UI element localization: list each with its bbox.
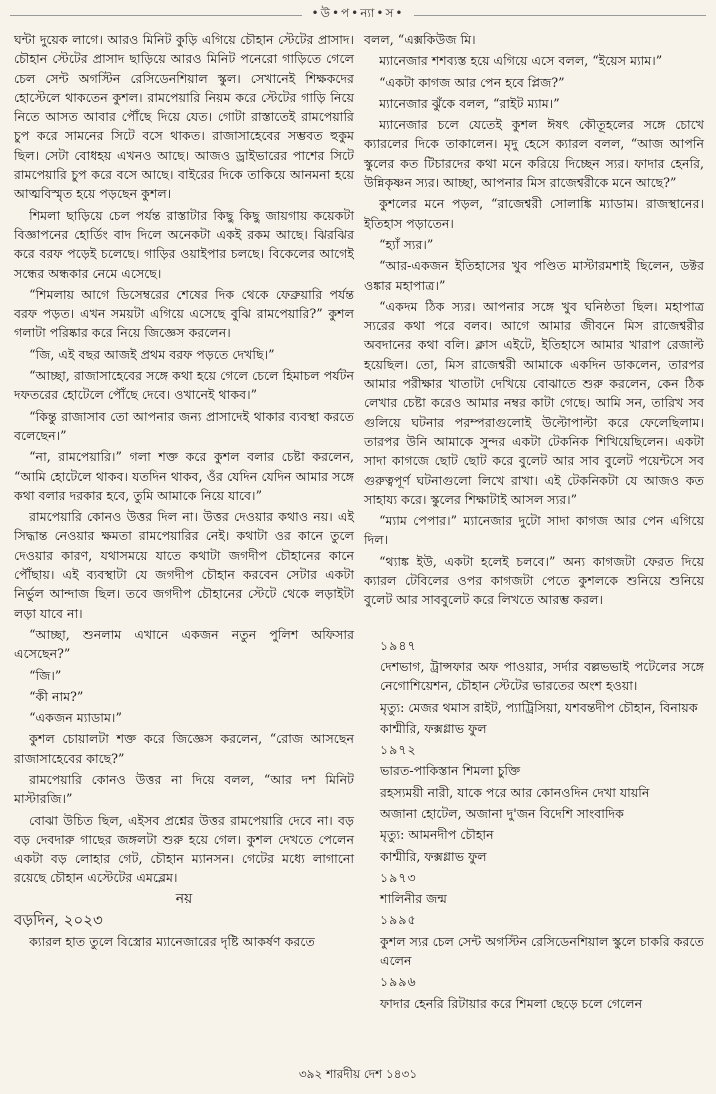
paragraph: কুশলের মনে পড়ল, “রাজেশ্বরী সোলাঙ্কি ম্যাডাম। রাজস্থানের। ইতিহাস পড়াতেন। bbox=[364, 196, 704, 231]
chapter-number: নয় bbox=[175, 890, 193, 907]
paragraph: ম্যানেজার ঝুঁকে বলল, “রাইট ম্যাম।” bbox=[379, 95, 560, 111]
paragraph: “জি।” bbox=[29, 667, 62, 683]
paragraph: কুশল চোয়ালটা শক্ত করে জিজ্ঞেস করলেন, “রোজ আসছেন রাজাসাহেবের কাছে?” bbox=[14, 731, 354, 766]
page-footer: ৩৯২ শারদীয় দেশ ১৪৩১ bbox=[298, 1067, 418, 1081]
timeline-notes bbox=[364, 636, 704, 1013]
timeline-year: ১৯৭৩ bbox=[380, 869, 417, 885]
paragraph: “শিমলায় আগে ডিসেম্বরের শেষের দিক থেকে ফেব্রুয়ারি পর্যন্ত বরফ পড়ত। এখন সময়টা এগিয়ে এসেছে বুঝি রামপেয়ারি?” কুশল গলাটা পরিষ্কার করে নিয়ে জিজ্ঞেস করলেন। bbox=[14, 286, 354, 341]
paragraph: “কিন্তু রাজাসাব তো আপনার জন্য প্রাসাদেই থাকার ব্যবস্থা করতে বলেছেন।” bbox=[14, 408, 354, 443]
timeline-entry: অজানা হোটেল, অজানা দু'জন বিদেশি সাংবাদিক bbox=[380, 805, 624, 821]
paragraph: “ম্যাম পেপার।” ম্যানেজার দুটো সাদা কাগজ আর পেন এগিয়ে দিল। bbox=[364, 513, 704, 548]
timeline-entry: রহস্যময়ী নারী, যাকে পরে আর কোনওদিন দেখা যায়নি bbox=[380, 784, 650, 800]
paragraph: বোঝা উচিত ছিল, এইসব প্রশ্নের উত্তর রামপেয়ারি দেবে না। বড় বড় দেবদারু গাছের জঙ্গলটা শুরু হয়ে গেল। কুশল দেখতে পেলেন একটা বড় লোহার গেট, চৌহান ম্যানসন। গেটের মধ্যে লাগানো রয়েছে চৌহান এস্টেটের এমব্লেম। bbox=[14, 812, 354, 886]
paragraph: বলল, “এক্সকিউজ মি। bbox=[364, 32, 476, 47]
dateline: বড়দিন, ২০২৩ bbox=[14, 911, 103, 930]
page-header bbox=[0, 6, 716, 24]
paragraph: রামপেয়ারি কোনও উত্তর দিল না। উত্তর দেওয়ার কথাও নয়। এই সিদ্ধান্ত নেওয়ার ক্ষমতা রামপেয়ারির নেই। কথাটা ওর কানে তুলে দেওয়ার কারণ, যথাসময়ে যাতে কথাটা জগদীপ চৌহানের কানে পৌঁছায়। এই ব্যবস্থাটা যে জগদীপ চৌহান করবেন সেটার একটা নির্ভুল আন্দাজ ছিল। তবে জগদীপ চৌহানের স্টেটে থেকে লড়াইটা লড়া যাবে না। bbox=[14, 509, 354, 621]
timeline-entry: কুশল স্যর চেল সেন্ট অগস্টিন রেসিডেনশিয়াল স্কুলে চাকরি করতে এলেন bbox=[380, 933, 704, 969]
timeline-entry: মৃত্যু: আমনদীপ চৌহান bbox=[380, 827, 494, 843]
paragraph: “থ্যাঙ্ক ইউ, একটা হলেই চলবে।” অন্য কাগজটা ফেরত দিয়ে ক্যারল টেবিলের ওপর কাগজটা পেতে কুশলকে শুনিয়ে শুনিয়ে বুলেট আর সাববুলেট করে লিখতে আরম্ভ করল। bbox=[364, 553, 704, 608]
paragraph: “একদম ঠিক স্যর। আপনার সঙ্গে খুব ঘনিষ্ঠতা ছিল। মহাপাত্র স্যরের কথা পরে বলব। আগে আমার জীবনে মিস রাজেশ্বরীর অবদানের কথা বলি। ক্লাস এইটে, ইতিহাসে আমার খারাপ রেজাল্ট হয়েছিল। তো, মিস রাজেশ্বরী আমাকে একদিন ডাকলেন, তারপর আমার পরীক্ষার খাতাটা দেখিয়ে বোঝাতে শুরু করলেন, কেন ঠিক লেখার চেষ্টা করেও আমার নম্বর কাটা গেছে। আমি সন, তারিখ সব গুলিয়ে ঘটনার পরম্পরাগুলোই উল্টোপাল্টা করে ফেলেছিলাম। তারপর উনি আমাকে সুন্দর একটা টেকনিক শিখিয়েছিলেন। একটা সাদা কাগজে ছোট ছোট করে বুলেট আর সাব বুলেট পয়েন্টসে সব গুরুত্বপূর্ণ ঘটনাগুলো লিখে রাখা। এই টেকনিকটা যে আজও কত সাহায্য করে। স্কুলের শিক্ষাটাই আসল স্যর।” bbox=[364, 298, 704, 507]
timeline-entry: দেশভাগ, ট্রান্সফার অফ পাওয়ার, সর্দার বল্লভভাই পটেলের সঙ্গে নেগোশিয়েশন, চৌহান স্টেটের ভারতের অংশ হওয়া। bbox=[380, 658, 704, 694]
paragraph: “কী নাম?” bbox=[29, 688, 84, 704]
paragraph: “আচ্ছা, শুনলাম এখানে একজন নতুন পুলিশ অফিসার এসেছেন?” bbox=[14, 626, 354, 662]
timeline-entry: মৃত্যু: মেজর থমাস রাইট, প্যাট্রিসিয়া, যশবন্তদীপ চৌহান, বিনায়ক bbox=[380, 699, 698, 715]
timeline-year: ১৯৪৭ bbox=[380, 637, 417, 653]
right-column bbox=[364, 30, 704, 1060]
paragraph: ম্যানেজার চলে যেতেই কুশল ঈষৎ কৌতূহলের সঙ্গে চোখে ক্যারলের দিকে তাকালেন। মৃদু হেসে ক্যারল বলল, “আজ আপনি স্কুলের কত টিচারদের কথা মনে করিয়ে দিচ্ছেন স্যর। ফাদার হেনরি, উন্নিকৃষ্ণন স্যর। আচ্ছা, আপনার মিস রাজেশ্বরীকে মনে আছে?” bbox=[364, 117, 704, 191]
paragraph: ঘন্টা দুয়েক লাগে। আরও মিনিট কুড়ি এগিয়ে চৌহান স্টেটের প্রাসাদ। চৌহান স্টেটের প্রাসাদ ছাড়িয়ে আরও মিনিট পনেরো গাড়িতে গেলে চেল সেন্ট অগস্টিন রেসিডেনশিয়াল স্কুল। সেখানেই শিক্ষকদের হোস্টেলে থাকতেন কুশল। রামপেয়ারি নিয়ম করে স্টেটের গাড়ি নিয়ে নিতে আসত আবার পৌঁছে দিয়ে যেত। গোটা রাস্তাতেই রামপেয়ারি চুপ করে সামনের সিটে বসে থাকত। রাজাসাহেবের সম্ভবত হুকুম ছিল। সেটা বোধহয় এখনও আছে। আজও ড্রাইভারের পাশের সিটে রামপেয়ারি চুপ করে বসে আছে। বাইরের দিকে তাকিয়ে আনমনা হয়ে আত্মবিস্মৃত হয়ে পড়ছেন কুশল। bbox=[14, 32, 354, 202]
timeline-year: ১৯৭২ bbox=[380, 742, 417, 758]
timeline-year: ১৯৯৬ bbox=[380, 974, 417, 990]
right-paragraphs bbox=[364, 30, 704, 610]
left-column bbox=[14, 30, 354, 1060]
timeline-entry: কাশ্মীরি, ফক্সগ্লাভ ফুল bbox=[380, 720, 487, 736]
timeline-entry: ফাদার হেনরি রিটায়ার করে শিমলা ছেড়ে চলে গেলেন bbox=[380, 995, 643, 1011]
header-rule-left bbox=[10, 15, 302, 16]
paragraph: রামপেয়ারি কোনও উত্তর না দিয়ে বলল, “আর দশ মিনিট মাস্টারজি।” bbox=[14, 771, 354, 807]
timeline-entry: ভারত-পাকিস্তান শিমলা চুক্তি bbox=[380, 763, 521, 779]
timeline-entry: শালিনীর জন্ম bbox=[380, 891, 447, 907]
header-rule-right bbox=[414, 15, 706, 16]
timeline-year: ১৯৯৫ bbox=[380, 912, 417, 928]
section-label: •উ•প•ন্যা•স• bbox=[311, 6, 405, 20]
paragraph: ম্যানেজার শশব্যস্ত হয়ে এগিয়ে এসে বলল, “ইয়েস ম্যাম।” bbox=[379, 53, 663, 69]
left-paragraphs bbox=[14, 30, 354, 888]
paragraph: “একজন ম্যাডাম।” bbox=[29, 710, 122, 726]
paragraph: “হ্যাঁ স্যর।” bbox=[379, 236, 434, 252]
paragraph: শিমলা ছাড়িয়ে চেল পর্যন্ত রাস্তাটার কিছু কিছু জায়গায় কয়েকটা বিজ্ঞাপনের হোর্ডিং বাদ দিলে অনেকটা একই রকম আছে। ঝিরঝির করে বরফ পড়েই চলেছে। গাড়ির ওয়াইপার চলছে। বিকেলের আগেই সন্ধের অন্ধকার নেমে এসেছে। bbox=[14, 207, 354, 281]
timeline-entry: কাশ্মীরি, ফক্সগ্লাভ ফুল bbox=[380, 848, 487, 864]
paragraph: “একটা কাগজ আর পেন হবে প্লিজ?” bbox=[379, 74, 565, 90]
paragraph: “জি, এই বছর আজই প্রথম বরফ পড়তে দেখছি।” bbox=[29, 346, 275, 362]
left-closing-paragraph: ক্যারল হাত তুলে বিস্ত্রোর ম্যানেজারের দৃষ্টি আকর্ষণ করতে bbox=[29, 934, 315, 950]
paragraph: “আচ্ছা, রাজাসাহেবের সঙ্গে কথা হয়ে গেলে চেলে হিমাচল পর্যটন দফতরের হোটেলে পৌঁছে দেবে। ওখানেই থাকব।” bbox=[14, 368, 354, 403]
paragraph: “না, রামপেয়ারি।” গলা শক্ত করে কুশল বলার চেষ্টা করলেন, “আমি হোটেলে থাকব। যতদিন থাকব, ওঁর যেদিন যেদিন আমার সঙ্গে কথা বলার দরকার হবে, তুমি আমাকে নিয়ে যাবে।” bbox=[14, 449, 354, 503]
paragraph: “আর-একজন ইতিহাসের খুব পণ্ডিত মাস্টারমশাই ছিলেন, ডক্টর ওঙ্কার মহাপাত্র।” bbox=[364, 258, 704, 293]
article-columns bbox=[14, 30, 704, 1060]
